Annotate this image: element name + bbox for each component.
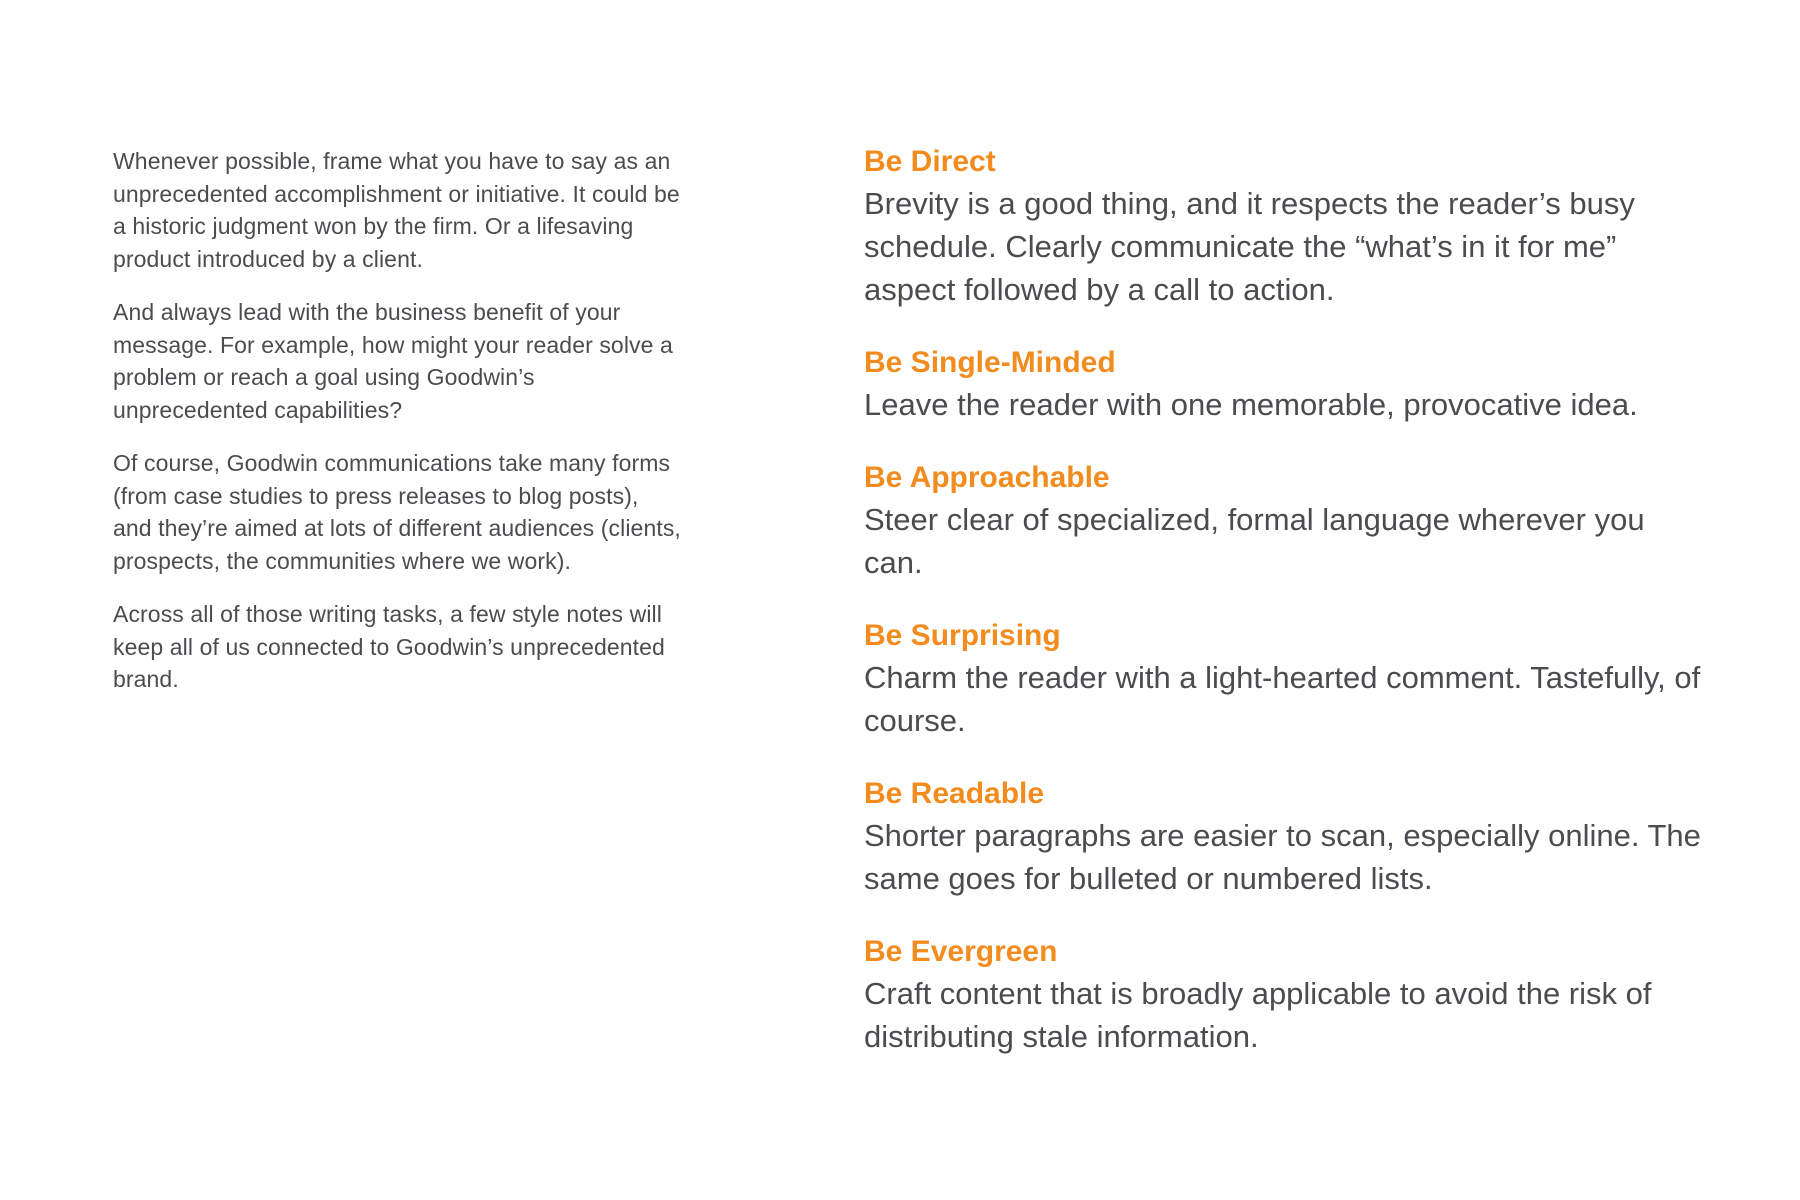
principle-be-readable (864, 774, 1704, 900)
principle-be-single-minded (864, 343, 1704, 426)
principle-title: Be Approachable (864, 461, 1110, 494)
principle-title: Be Surprising (864, 619, 1061, 652)
principle-be-approachable (864, 458, 1704, 584)
principle-body: Charm the reader with a light-hearted comment. Tastefully, of course. (864, 660, 1701, 738)
principle-body: Brevity is a good thing, and it respects the reader’s busy schedule. Clearly communicate the “what’s in it for me” aspect followed by a call to action. (864, 186, 1635, 307)
intro-paragraph: Of course, Goodwin communications take many forms (from case studies to press releases to blog posts), and they’re aimed at lots of different audiences (clients, prospects, the communities where we work). (113, 450, 681, 574)
principle-be-direct (864, 142, 1704, 311)
intro-paragraph: Across all of those writing tasks, a few style notes will keep all of us connected to Goodwin’s unprecedented brand. (113, 601, 665, 692)
principle-title: Be Evergreen (864, 935, 1058, 968)
principle-be-evergreen (864, 932, 1704, 1058)
principle-body: Craft content that is broadly applicable to avoid the risk of distributing stale information. (864, 976, 1652, 1054)
intro-paragraph: Whenever possible, frame what you have to say as an unprecedented accomplishment or initiative. It could be a historic judgment won by the firm. Or a lifesaving product introduced by a client. (113, 148, 680, 272)
intro-paragraph: And always lead with the business benefit of your message. For example, how might your reader solve a problem or reach a goal using Goodwin’s unprecedented capabilities? (113, 299, 673, 423)
principle-title: Be Direct (864, 145, 996, 178)
principle-body: Shorter paragraphs are easier to scan, especially online. The same goes for bulleted or numbered lists. (864, 818, 1701, 896)
principle-body: Leave the reader with one memorable, provocative idea. (864, 387, 1638, 422)
intro-column (113, 145, 683, 717)
principle-title: Be Single-Minded (864, 346, 1116, 379)
principle-be-surprising (864, 616, 1704, 742)
principles-column (864, 142, 1704, 1090)
principle-body: Steer clear of specialized, formal language wherever you can. (864, 502, 1645, 580)
principle-title: Be Readable (864, 777, 1045, 810)
